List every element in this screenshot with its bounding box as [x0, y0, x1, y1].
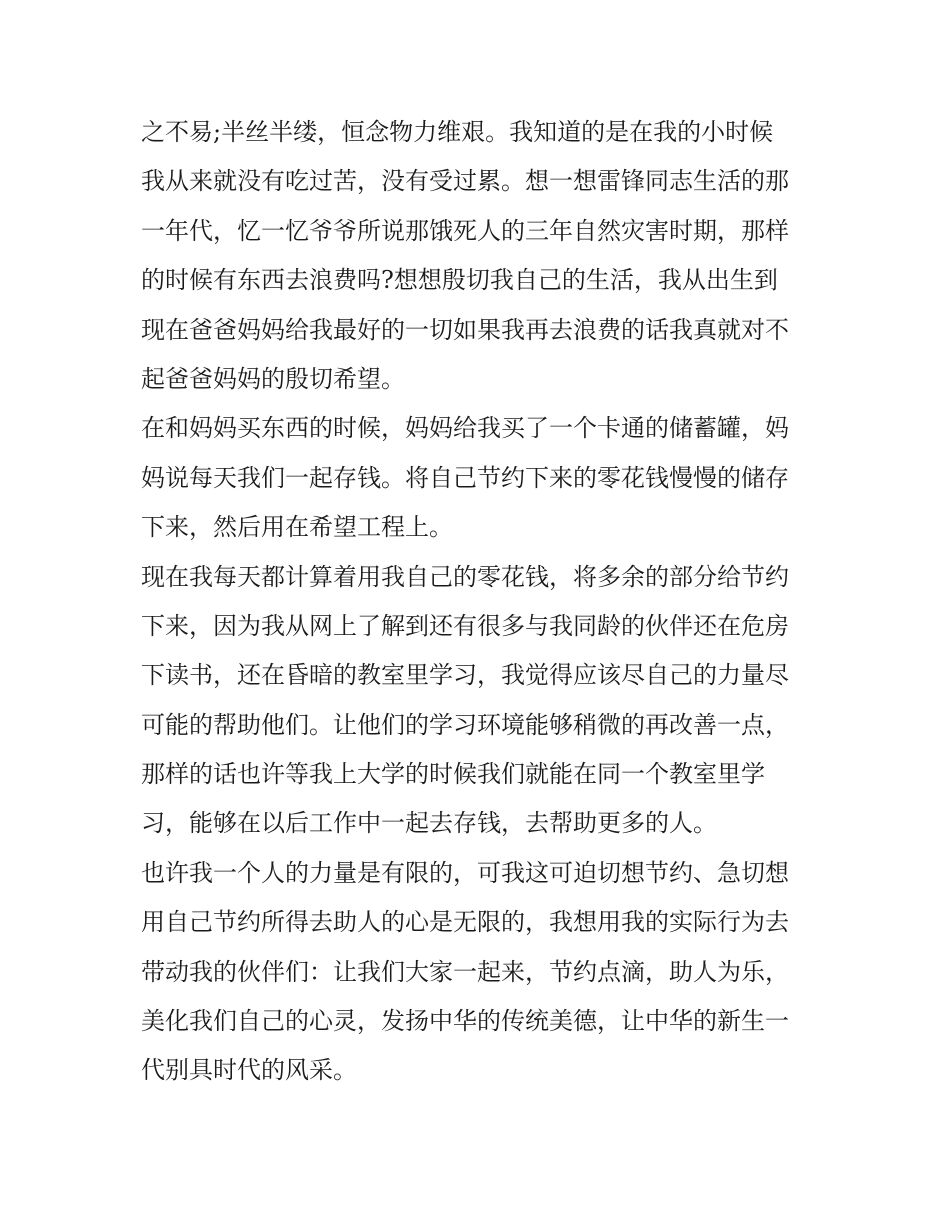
text-line: 那样的话也许等我上大学的时候我们就能在同一个教室里学: [141, 760, 765, 789]
text-line: 现在爸爸妈妈给我最好的一切如果我再去浪费的话我真就对不: [141, 315, 789, 344]
text-line: 妈说每天我们一起存钱。将自己节约下来的零花钱慢慢的储存: [141, 463, 789, 492]
text-line: 我从来就没有吃过苦，没有受过累。想一想雷锋同志生活的那: [141, 167, 789, 196]
text-line: 习，能够在以后工作中一起去存钱，去帮助更多的人。: [141, 809, 717, 838]
text-line: 在和妈妈买东西的时候，妈妈给我买了一个卡通的储蓄罐，妈: [141, 414, 789, 443]
text-line: 现在我每天都计算着用我自己的零花钱，将多余的部分给节约: [141, 562, 789, 591]
text-line: 用自己节约所得去助人的心是无限的，我想用我的实际行为去: [141, 908, 789, 937]
text-line: 之不易;半丝半缕，恒念物力维艰。我知道的是在我的小时候: [141, 118, 774, 146]
text-line: 也许我一个人的力量是有限的，可我这可迫切想节约、急切想: [141, 858, 789, 887]
text-line: 代别具时代的风采。: [141, 1056, 357, 1085]
text-line: 美化我们自己的心灵，发扬中华的传统美德，让中华的新生一: [141, 1007, 789, 1036]
text-line: 下读书，还在昏暗的教室里学习，我觉得应该尽自己的力量尽: [141, 661, 789, 690]
text-line: 一年代，忆一忆爷爷所说那饿死人的三年自然灾害时期，那样: [141, 216, 789, 245]
text-line: 下来，因为我从网上了解到还有很多与我同龄的伙伴还在危房: [141, 611, 789, 640]
body-text: [141, 108, 821, 1096]
text-line: 起爸爸妈妈的殷切希望。: [141, 364, 405, 393]
text-line: 带动我的伙伴们：让我们大家一起来，节约点滴，助人为乐，: [141, 957, 789, 986]
text-line: 的时候有东西去浪费吗?想想殷切我自己的生活，我从出生到: [141, 266, 778, 295]
text-line: 可能的帮助他们。让他们的学习环境能够稍微的再改善一点，: [141, 710, 789, 739]
text-line: 下来，然后用在希望工程上。: [141, 513, 453, 542]
